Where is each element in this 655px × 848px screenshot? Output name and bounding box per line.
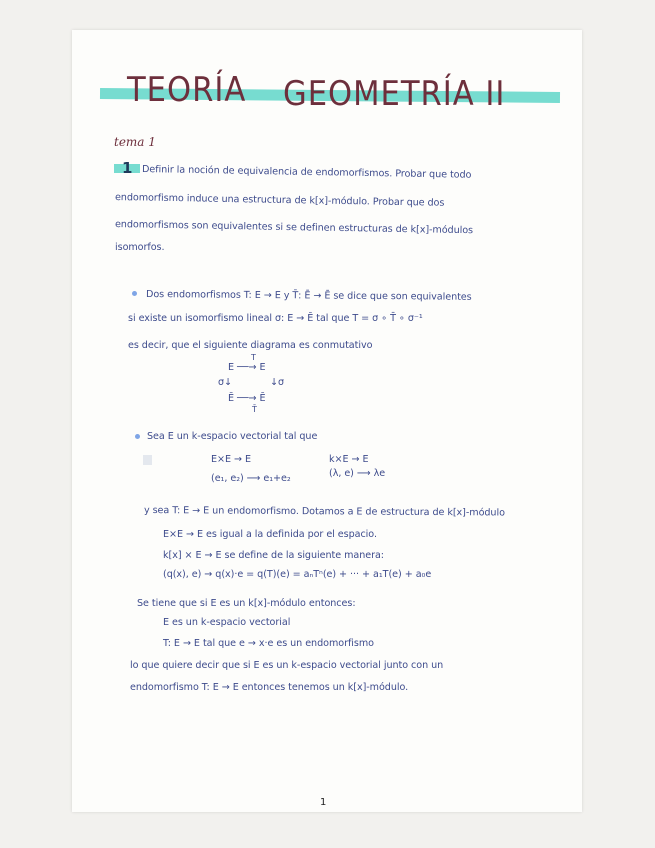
question-line: endomorfismo induce una estructura de k[x]-módulo. Probar que dos bbox=[114, 192, 445, 209]
sum-op: E×E → E bbox=[211, 454, 252, 465]
conclusion-line: Se tiene que si E es un k[x]-módulo entonces: bbox=[137, 598, 356, 609]
diagram-bottom: Ē ──→ Ē bbox=[228, 393, 266, 404]
definition-line: Dos endomorfismos T: E → E y T̄: Ē → Ē se dice que son equivalentes bbox=[145, 289, 472, 303]
space-line: Sea E un k-espacio vectorial tal que bbox=[147, 431, 318, 442]
module-line: (q(x), e) → q(x)·e = q(T)(e) = aₙTⁿ(e) + ··· + a₁T(e) + a₀e bbox=[163, 569, 432, 580]
scalar-op: k×E → E bbox=[329, 454, 369, 465]
title-left: TEORÍA bbox=[127, 70, 247, 110]
title-right: GEOMETRÍA II bbox=[283, 74, 506, 114]
diagram-top-label: T bbox=[251, 353, 256, 362]
scalar-op-map: (λ, e) ⟶ λe bbox=[329, 468, 386, 479]
sum-op-map: (e₁, e₂) ⟶ e₁+e₂ bbox=[211, 473, 291, 484]
module-line: y sea T: E → E un endomorfismo. Dotamos a E de estructura de k[x]-módulo bbox=[143, 505, 505, 519]
module-line: k[x] × E → E se define de la siguiente manera: bbox=[163, 550, 384, 561]
diagram-top: E ──→ E bbox=[228, 362, 266, 373]
question-number: 1 bbox=[122, 159, 133, 177]
margin-mark bbox=[143, 455, 152, 465]
page-number: 1 bbox=[320, 797, 327, 808]
definition-line: es decir, que el siguiente diagrama es conmutativo bbox=[128, 340, 373, 351]
diagram-bottom-label: T̄ bbox=[252, 405, 257, 414]
conclusion-line: T: E → E tal que e → x·e es un endomorfismo bbox=[163, 638, 374, 649]
module-line: E×E → E es igual a la definida por el espacio. bbox=[163, 529, 377, 540]
question-line: Definir la noción de equivalencia de endomorfismos. Probar que todo bbox=[141, 164, 472, 181]
bullet bbox=[132, 291, 137, 296]
diagram-right: ↓σ bbox=[270, 377, 285, 388]
question-line: endomorfismos son equivalentes si se definen estructuras de k[x]-módulos bbox=[114, 219, 474, 237]
conclusion-line: endomorfismo T: E → E entonces tenemos un k[x]-módulo. bbox=[130, 682, 409, 693]
definition-line: si existe un isomorfismo lineal σ: E → Ē tal que T = σ ∘ T̄ ∘ σ⁻¹ bbox=[128, 313, 423, 324]
conclusion-line: E es un k-espacio vectorial bbox=[163, 617, 291, 628]
diagram-left: σ↓ bbox=[218, 377, 233, 388]
conclusion-line: lo que quiere decir que si E es un k-espacio vectorial junto con un bbox=[130, 660, 444, 671]
question-line: isomorfos. bbox=[115, 242, 165, 253]
tema-label: tema 1 bbox=[114, 135, 156, 149]
bullet bbox=[135, 434, 140, 439]
